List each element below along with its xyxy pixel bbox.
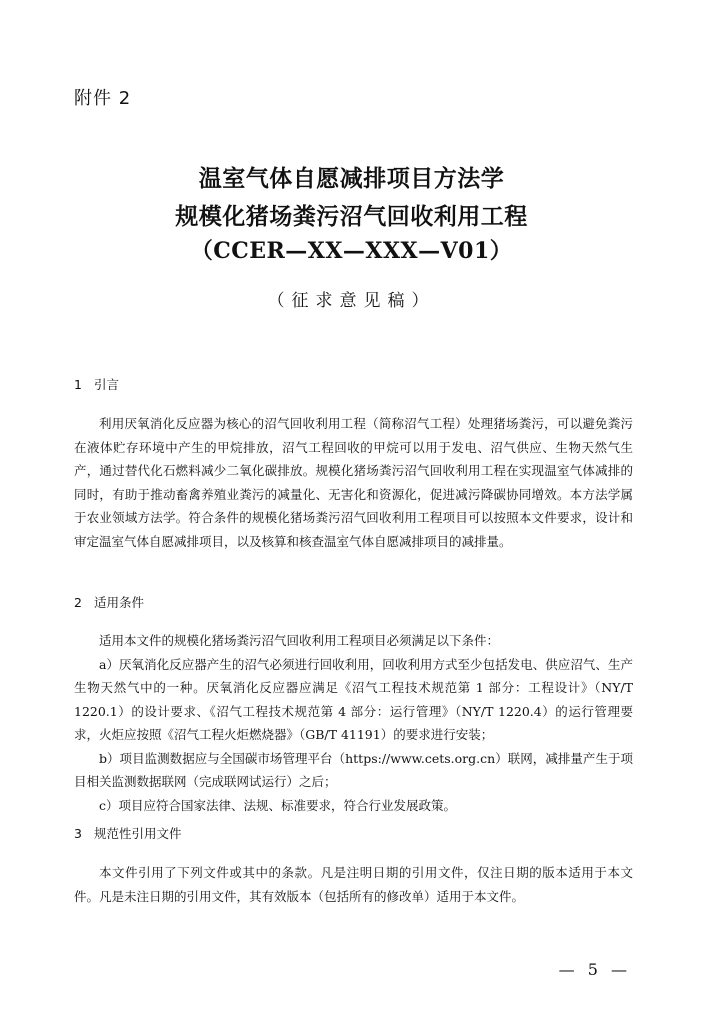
section-3-title: 规范性引用文件 [94, 826, 182, 841]
section-2-body [74, 629, 633, 817]
section-2-intro: 适用本文件的规模化猪场粪污沼气回收利用工程项目必须满足以下条件： [99, 633, 500, 648]
draft-note: （征求意见稿） [267, 291, 436, 311]
section-1-number: 1 [74, 377, 82, 392]
section-2-heading [74, 593, 144, 611]
page-number: — 5 — [558, 960, 631, 979]
document-code: （CCER—XX—XXX—V01） [190, 238, 513, 264]
section-3-number: 3 [74, 826, 82, 841]
document-title-line-2: 规模化猪场粪污沼气回收利用工程 [175, 203, 528, 230]
section-1-paragraph: 利用厌氧消化反应器为核心的沼气回收利用工程（简称沼气工程）处理猪场粪污，可以避免粪污在液体贮存环境中产生的甲烷排放，沼气工程回收的甲烷可以用于发电、沼气供应、生物天然气生产，通过替代化石燃料减少二氧化碳排放。规模化猪场粪污沼气回收利用工程在实现温室气体减排的同时，有助于推动畜禽养殖业粪污的减量化、无害化和资源化，促进减污降碳协同增效。本方法学属于农业领域方法学。符合条件的规模化猪场粪污沼气回收利用工程项目可以按照本文件要求，设计和审定温室气体自愿减排项目，以及核算和核查温室气体自愿减排项目的减排量。 [74, 416, 633, 549]
condition-a: a）厌氧消化反应器产生的沼气必须进行回收利用，回收利用方式至少包括发电、供应沼气、生产生物天然气中的一种。厌氧消化反应器应满足《沼气工程技术规范第 1 部分：工程设计》（NY/T 1220.1）的设计要求、《沼气工程技术规范第 4 部分：运行管理》（NY/T 1220.4）的运行管理要求，火炬应按照《沼气工程火炬燃烧器》（GB/T 41191）的要求进行安装； [74, 656, 633, 742]
attachment-label: 附件 2 [74, 88, 132, 109]
section-3-paragraph: 本文件引用了下列文件或其中的条款。凡是注明日期的引用文件，仅注日期的版本适用于本文件。凡是未注日期的引用文件，其有效版本（包括所有的修改单）适用于本文件。 [74, 865, 633, 904]
condition-b: b）项目监测数据应与全国碳市场管理平台（https://www.cets.org.cn）联网，减排量产生于项目相关监测数据联网（完成联网试运行）之后； [74, 750, 633, 789]
section-2-title: 适用条件 [94, 595, 145, 610]
section-2-number: 2 [74, 595, 82, 610]
section-1-title: 引言 [94, 377, 120, 392]
section-1-heading [74, 375, 119, 393]
section-3-heading [74, 824, 182, 842]
condition-c: c）项目应符合国家法律、法规、标准要求，符合行业发展政策。 [99, 797, 457, 813]
document-title-line-1: 温室气体自愿减排项目方法学 [198, 165, 505, 192]
